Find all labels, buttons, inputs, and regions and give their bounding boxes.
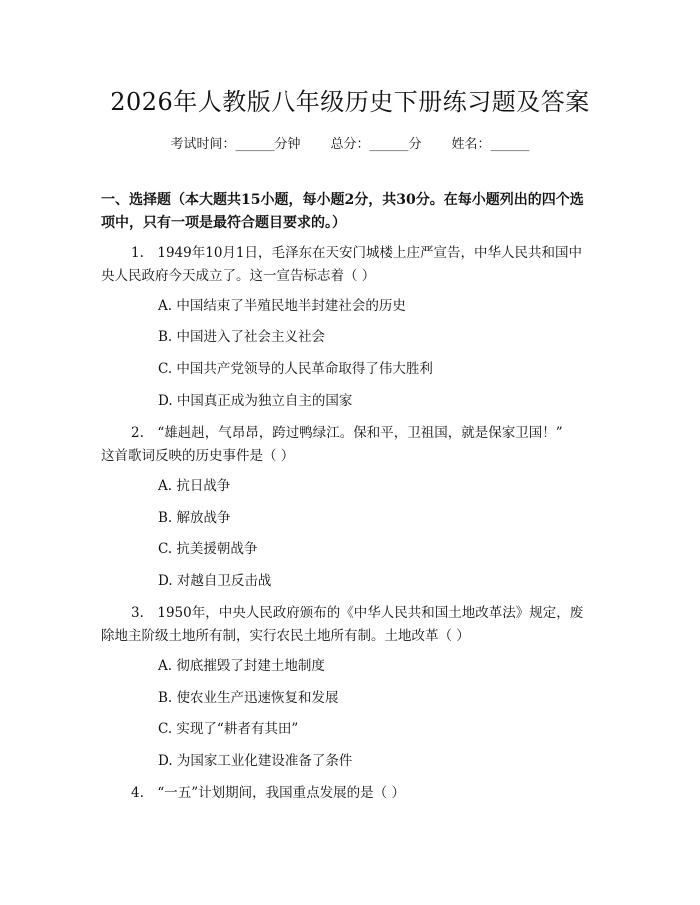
section-heading-line2: 项中，只有一项是最符合题目要求的。） [101,215,346,231]
question-2-option-a: A. 抗日战争 [158,478,231,494]
question-1-line2: 央人民政府今天成立了。这一宣告标志着（ ） [101,268,376,284]
question-3-line2: 除地主阶级土地所有制，实行农民土地所有制。土地改革（ ） [101,628,470,644]
question-2-option-d: D. 对越自卫反击战 [158,573,272,589]
exam-time: 考试时间：______分钟 [170,137,301,152]
question-4 [101,782,601,805]
question-3-option-d: D. 为国家工业化建设准备了条件 [158,753,353,769]
page-title: 2026年人教版八年级历史下册练习题及答案 [110,88,590,116]
question-1-option-a: A. 中国结束了半殖民地半封建社会的历史 [158,298,406,314]
question-1-line1: 1. 1949年10月1日，毛泽东在天安门城楼上庄严宣告，中华人民共和国中 [131,245,583,261]
question-2-line1: 2. “雄赳赳，气昂昂，跨过鸭绿江。保和平，卫祖国，就是保家卫国！” [131,425,563,441]
section-heading-line1: 一、选择题（本大题共15小题，每小题2分，共30分。在每小题列出的四个选 [101,192,584,208]
question-2-option-b: B. 解放战争 [158,510,231,526]
question-3 [101,602,601,648]
question-3-line1: 3. 1950年，中央人民政府颁布的《中华人民共和国土地改革法》规定，废 [131,605,584,621]
exam-score: 总分：______分 [330,137,422,152]
question-3-option-c: C. 实现了“耕者有其田” [158,721,299,737]
question-4-line1: 4. “一五”计划期间，我国重点发展的是（ ） [131,785,405,801]
exam-name: 姓名：______ [451,137,530,152]
question-3-option-a: A. 彻底摧毁了封建土地制度 [158,658,325,674]
question-1 [101,242,601,288]
question-1-option-b: B. 中国进入了社会主义社会 [158,329,326,345]
section-heading [101,189,601,235]
question-2 [101,422,601,468]
question-2-option-c: C. 抗美援朝战争 [158,541,258,557]
question-2-line2: 这首歌词反映的历史事件是（ ） [101,448,295,464]
question-3-option-b: B. 使农业生产迅速恢复和发展 [158,690,339,706]
question-1-option-d: D. 中国真正成为独立自主的国家 [158,393,353,409]
exam-info [0,133,700,152]
question-1-option-c: C. 中国共产党领导的人民革命取得了伟大胜利 [158,361,433,377]
